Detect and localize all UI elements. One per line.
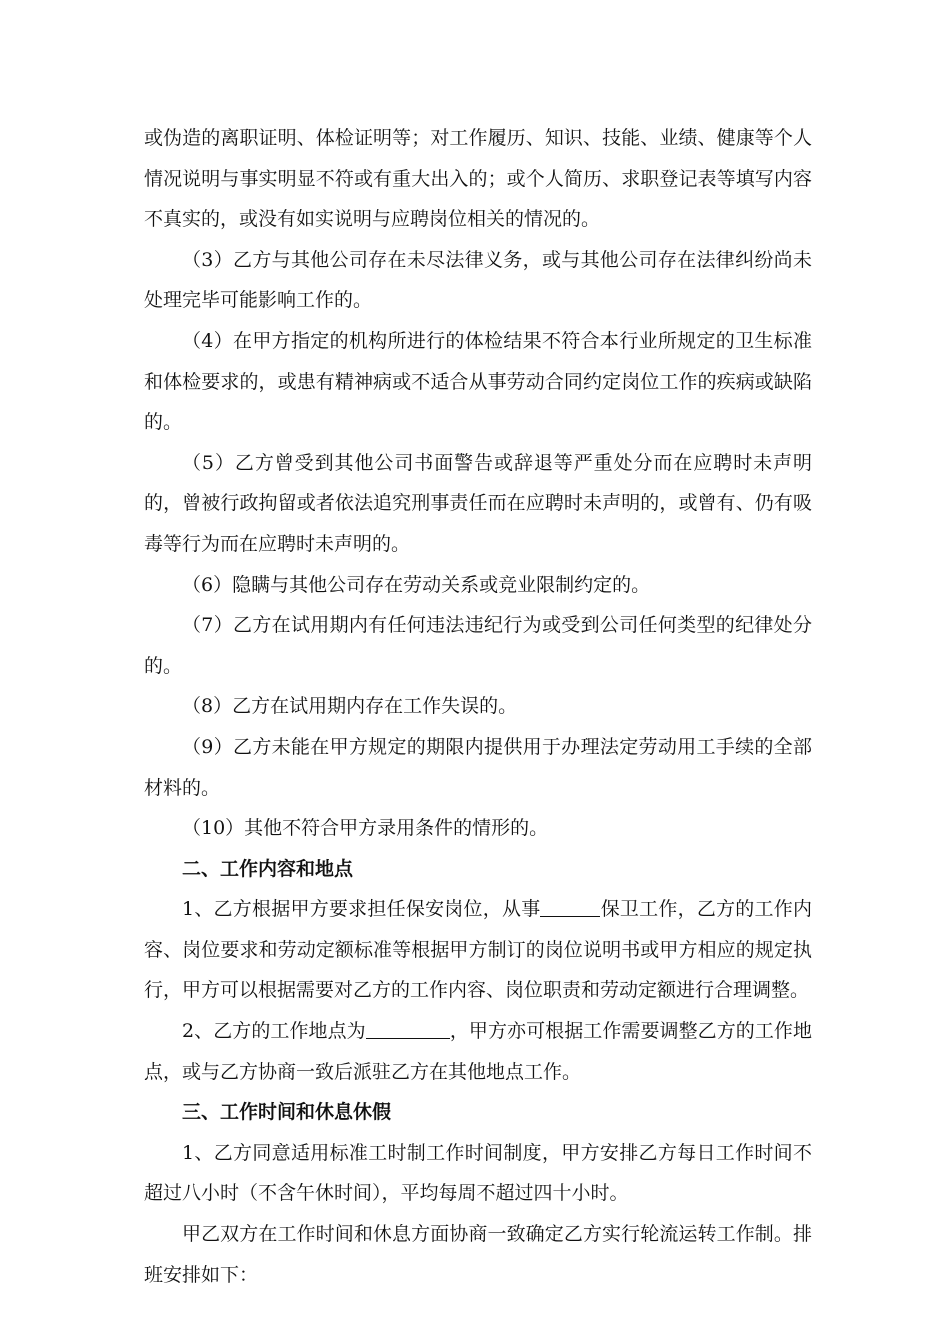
work-content-1-lead: 1、乙方根据甲方要求担任保安岗位，从事 xyxy=(182,898,541,921)
paragraph-item-9: （9）乙方未能在甲方规定的期限内提供用于办理法定劳动用工手续的全部材料的。 xyxy=(144,735,812,799)
section-heading-working-hours: 三、工作时间和休息休假 xyxy=(182,1101,392,1124)
paragraph-item-7: （7）乙方在试用期内有任何违法违纪行为或受到公司任何类型的纪律处分的。 xyxy=(144,614,812,677)
paragraph-item-5: （5）乙方曾受到其他公司书面警告或辞退等严重处分而在应聘时未声明的，曾被行政拘留或者依法追究刑事责任而在应聘时未声明的，或曾有、仍有吸毒等行为而在应聘时未声明的。 xyxy=(144,451,812,555)
document-body xyxy=(144,118,812,1295)
paragraph-item-8: （8）乙方在试用期内存在工作失误的。 xyxy=(182,695,518,718)
work-type-blank xyxy=(540,897,600,917)
work-location-tail: ，甲方亦可根据工作需要调整乙方的工作地点，或与乙方协商一致后派驻乙方在其他地点工作。 xyxy=(144,1020,812,1083)
paragraph-continued: 或伪造的离职证明、体检证明等；对工作履历、知识、技能、业绩、健康等个人情况说明与事实明显不符或有重大出入的；或个人简历、求职登记表等填写内容不真实的，或没有如实说明与应聘岗位相关的情况的。 xyxy=(144,127,812,231)
work-content-1-tail: 保卫工作，乙方的工作内容、岗位要求和劳动定额标准等根据甲方制订的岗位说明书或甲方相应的规定执行，甲方可以根据需要对乙方的工作内容、岗位职责和劳动定额进行合理调整。 xyxy=(144,898,812,1002)
work-location-lead: 2、乙方的工作地点为 xyxy=(182,1020,366,1043)
paragraph-work-content-1 xyxy=(144,889,812,1011)
section-heading-work-content: 二、工作内容和地点 xyxy=(182,857,354,880)
paragraph-shift-schedule: 甲乙双方在工作时间和休息方面协商一致确定乙方实行轮流运转工作制。排班安排如下： xyxy=(144,1223,812,1286)
paragraph-item-4: （4）在甲方指定的机构所进行的体检结果不符合本行业所规定的卫生标准和体检要求的，或患有精神病或不适合从事劳动合同约定岗位工作的疾病或缺陷的。 xyxy=(144,329,812,434)
paragraph-item-6: （6）隐瞒与其他公司存在劳动关系或竞业限制约定的。 xyxy=(182,573,651,596)
work-location-blank xyxy=(366,1019,450,1039)
paragraph-item-3: （3）乙方与其他公司存在未尽法律义务，或与其他公司存在法律纠纷尚未处理完毕可能影响工作的。 xyxy=(144,248,812,312)
paragraph-item-10: （10）其他不符合甲方录用条件的情形的。 xyxy=(182,817,549,840)
paragraph-work-location-2 xyxy=(144,1011,812,1092)
paragraph-working-hours-1: 1、乙方同意适用标准工时制工作时间制度，甲方安排乙方每日工作时间不超过八小时（不含午休时间），平均每周不超过四十小时。 xyxy=(144,1141,812,1205)
